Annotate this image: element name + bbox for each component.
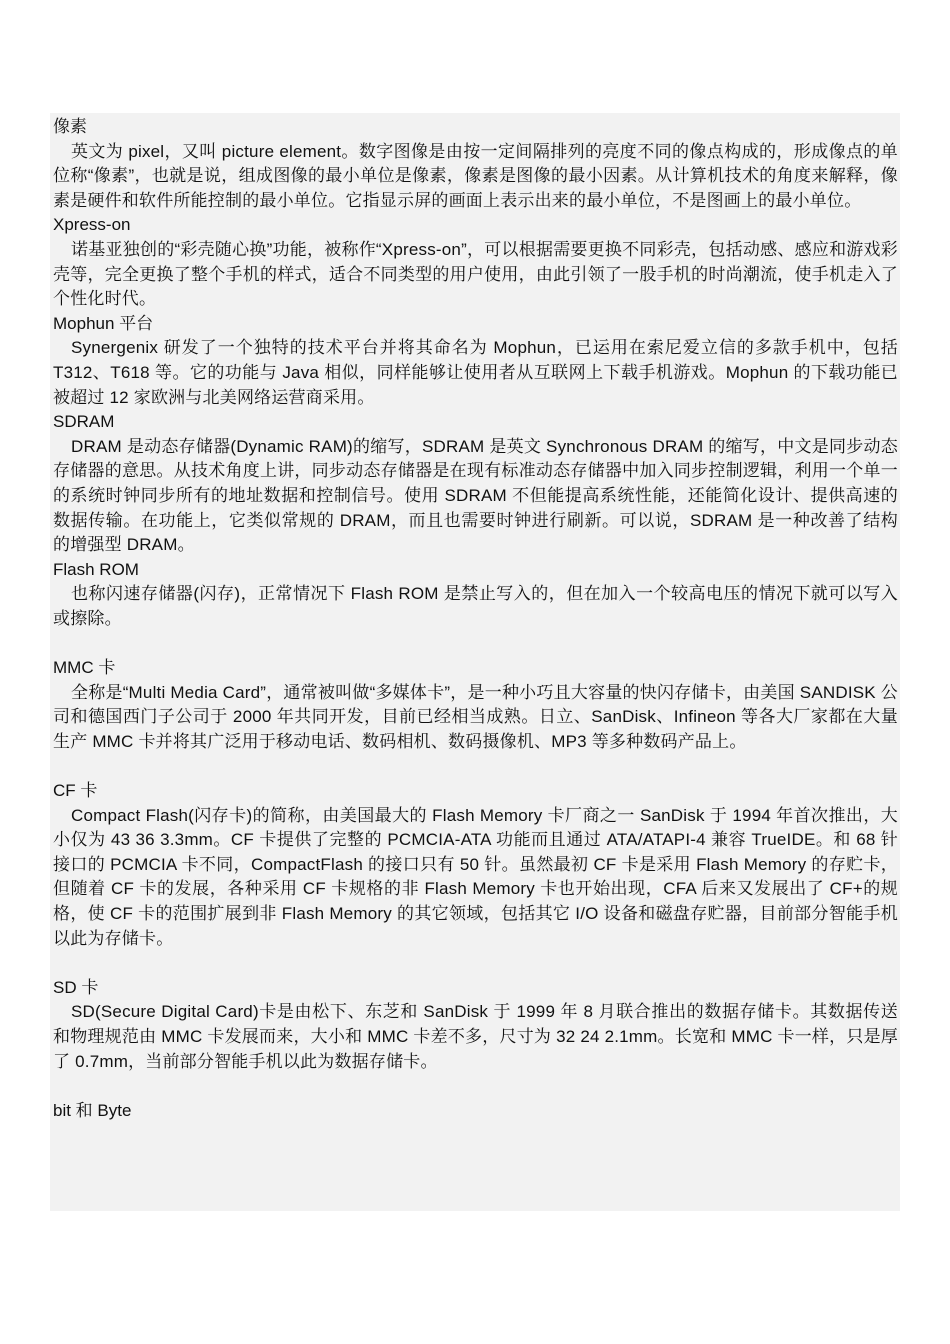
entry-description: Synergenix 研发了一个独特的技术平台并将其命名为 Mophun，已运用在索尼爱立信的多款手机中，包括 T312、T618 等。它的功能与 Java 相似，同样能够让使用者从互联网上下载手机游戏。Mophun 的下载功能已被超过 12 家欧洲与北美网络运营商采用。 xyxy=(53,338,898,407)
entry-description: 英文为 pixel，又叫 picture element。数字图像是由按一定间隔排列的亮度不同的像点构成的，形成像点的单位称“像素”，也就是说，组成图像的最小单位是像素，像素是图像的最小因素。从计算机技术的角度来解释，像素是硬件和软件所能控制的最小单位。它指显示屏的画面上表示出来的最小单位，不是图画上的最小单位。 xyxy=(53,141,898,210)
glossary-content xyxy=(53,115,898,1123)
entry-term: CF 卡 xyxy=(53,781,98,801)
entry-flash-rom xyxy=(53,558,898,632)
entry-term: SDRAM xyxy=(53,412,115,432)
blank-line xyxy=(53,951,898,976)
entry-pixel xyxy=(53,115,898,213)
entry-sd-card xyxy=(53,976,898,1074)
entry-mophun xyxy=(53,312,898,410)
entry-description: 诺基亚独创的“彩壳随心换”功能，被称作“Xpress-on”，可以根据需要更换不同彩壳，包括动感、感应和游戏彩壳等，完全更换了整个手机的样式，适合不同类型的用户使用，由此引领了一股手机的时尚潮流，使手机走入了个性化时代。 xyxy=(53,239,898,309)
entry-description: 也称闪速存储器(闪存)，正常情况下 Flash ROM 是禁止写入的，但在加入一个较高电压的情况下就可以写入或擦除。 xyxy=(53,584,898,628)
entry-term: Flash ROM xyxy=(53,559,139,579)
entry-description: Compact Flash(闪存卡)的简称，由美国最大的 Flash Memory 卡厂商之一 SanDisk 于 1994 年首次推出，大小仅为 43 36 3.3mm。CF 卡提供了完整的 PCMCIA-ATA 功能而且通过 ATA/ATAPI-4 兼容 TrueIDE。和 68 针接口的 PCMCIA 卡不同，CompactFlash 的接口只有 50 针。虽然最初 CF 卡是采用 Flash Memory 的存贮卡，但随着 CF 卡的发展，各种采用 CF 卡规格的非 Flash Memory 卡也开始出现，CFA 后来又发展出了 CF+的规格，使 CF 卡的范围扩展到非 Flash Memory 的其它领域，包括其它 I/O 设备和磁盘存贮器，目前部分智能手机以此为存储卡。 xyxy=(53,805,898,948)
entry-cf-card xyxy=(53,779,898,951)
entry-bit-byte xyxy=(53,1099,898,1124)
entry-sdram xyxy=(53,410,898,558)
entry-term: Xpress-on xyxy=(53,215,131,235)
blank-line xyxy=(53,754,898,779)
entry-term: SD 卡 xyxy=(53,977,99,997)
entry-description: DRAM 是动态存储器(Dynamic RAM)的缩写，SDRAM 是英文 Synchronous DRAM 的缩写，中文是同步动态存储器的意思。从技术角度上讲，同步动态存储器是在现有标准动态存储器中加入同步控制逻辑，利用一个单一的系统时钟同步所有的地址数据和控制信号。使用 SDRAM 不但能提高系统性能，还能简化设计、提供高速的数据传输。在功能上，它类似常规的 DRAM，而且也需要时钟进行刷新。可以说，SDRAM 是一种改善了结构的增强型 DRAM。 xyxy=(53,436,898,555)
entry-mmc-card xyxy=(53,656,898,754)
blank-line xyxy=(53,631,898,656)
entry-term: Mophun 平台 xyxy=(53,313,154,333)
entry-term: 像素 xyxy=(53,117,87,136)
entry-term: bit 和 Byte xyxy=(53,1100,132,1120)
entry-description: 全称是“Multi Media Card”，通常被叫做“多媒体卡”，是一种小巧且大容量的快闪存储卡，由美国 SANDISK 公司和德国西门子公司于 2000 年共同开发，目前已经相当成熟。日立、SanDisk、Infineon 等各大厂家都在大量生产 MMC 卡并将其广泛用于移动电话、数码相机、数码摄像机、MP3 等多种数码产品上。 xyxy=(53,682,898,751)
entry-term: MMC 卡 xyxy=(53,658,116,678)
entry-xpress-on xyxy=(53,213,898,311)
entry-description: SD(Secure Digital Card)卡是由松下、东芝和 SanDisk 于 1999 年 8 月联合推出的数据存储卡。其数据传送和物理规范由 MMC 卡发展而来，大小和 MMC 卡差不多，尺寸为 32 24 2.1mm。长宽和 MMC 卡一样，只是厚了 0.7mm，当前部分智能手机以此为数据存储卡。 xyxy=(53,1002,898,1071)
blank-line xyxy=(53,1074,898,1099)
